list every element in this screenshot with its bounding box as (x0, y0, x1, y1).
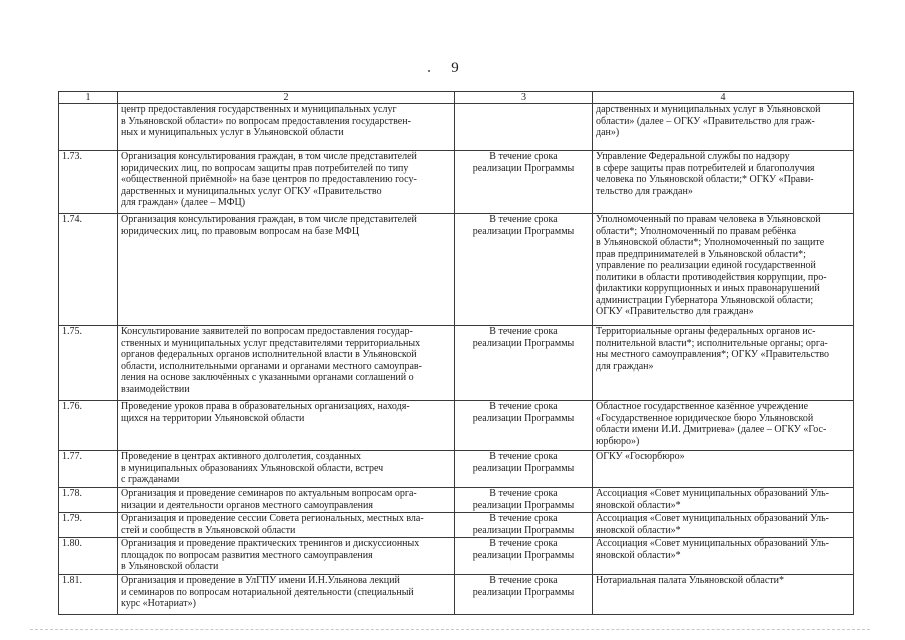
row-term: В течение срока реализации Программы (455, 488, 593, 513)
row-term: В течение срока реализации Программы (455, 214, 593, 326)
row-action: Организация и проведение сессии Совета региональных, местных вла- стей и сообществ в Ульяновской области (118, 513, 455, 538)
row-term: В течение срока реализации Программы (455, 513, 593, 538)
table-row (59, 214, 854, 326)
row-action: Проведение уроков права в образовательных организациях, находя- щихся на территории Ульяновской области (118, 401, 455, 451)
table-header-row (59, 92, 854, 104)
row-executor: Территориальные органы федеральных органов ис- полнительной власти*; исполнительные органы; орга- ны местного самоуправления*; ОГКУ «Правительство для граждан» (593, 326, 854, 401)
row-term: В течение срока реализации Программы (455, 451, 593, 488)
row-action: Организация и проведение практических тренингов и дискуссионных площадок по вопросам развития местного самоуправления в Ульяновской области (118, 538, 455, 575)
row-executor: Управление Федеральной службы по надзору в сфере защиты прав потребителей и благополучия человека по Ульяновской области;* ОГКУ «Прави- тельство для граждан» (593, 151, 854, 214)
row-action: Проведение в центрах активного долголетия, созданных в муниципальных образованиях Ульяновской области, встреч с гражданами (118, 451, 455, 488)
table-row (59, 538, 854, 575)
row-executor: Ассоциация «Совет муниципальных образований Уль- яновской области»* (593, 513, 854, 538)
table-row (59, 513, 854, 538)
row-executor: Ассоциация «Совет муниципальных образований Уль- яновской области»* (593, 488, 854, 513)
row-term: В течение срока реализации Программы (455, 538, 593, 575)
table-row (59, 151, 854, 214)
row-number: 1.74. (59, 214, 118, 326)
row-executor: Ассоциация «Совет муниципальных образований Уль- яновской области»* (593, 538, 854, 575)
row-action: Организация консультирования граждан, в том числе представителей юридических лиц, по вопросам защиты прав потребителей по типу «общественной приёмной» на базе центров по предоставлению госу- дарственных и муниципальных услуг ОГКУ «Правительство для граждан» (далее – МФЦ) (118, 151, 455, 214)
row-number: 1.76. (59, 401, 118, 451)
row-action: центр предоставления государственных и муниципальных услуг в Ульяновской области» по вопросам предоставления государствен- ных и муниципальных услуг в Ульяновской области (118, 104, 455, 151)
row-term: В течение срока реализации Программы (455, 401, 593, 451)
header-col-1: 1 (59, 92, 118, 104)
program-measures-table (58, 91, 854, 615)
row-term: В течение срока реализации Программы (455, 326, 593, 401)
row-executor: Областное государственное казённое учреждение «Государственное юридическое бюро Ульяновской области имени И.И. Дмитриева» (далее – ОГКУ «Гос- юрбюро») (593, 401, 854, 451)
row-number (59, 104, 118, 151)
row-action: Организация и проведение в УлГПУ имени И.Н.Ульянова лекций и семинаров по вопросам нотариальной деятельности (специальный курс «Нотариат») (118, 575, 455, 615)
table-row (59, 401, 854, 451)
row-number: 1.78. (59, 488, 118, 513)
table-row (59, 488, 854, 513)
row-executor: ОГКУ «Госюрбюро» (593, 451, 854, 488)
row-term: В течение срока реализации Программы (455, 151, 593, 214)
header-col-3: 3 (455, 92, 593, 104)
header-col-2: 2 (118, 92, 455, 104)
row-executor: Нотариальная палата Ульяновской области* (593, 575, 854, 615)
table-row (59, 326, 854, 401)
row-term (455, 104, 593, 151)
row-number: 1.75. (59, 326, 118, 401)
row-action: Организация и проведение семинаров по актуальным вопросам орга- низации и деятельности органов местного самоуправления (118, 488, 455, 513)
row-term: В течение срока реализации Программы (455, 575, 593, 615)
row-action: Консультирование заявителей по вопросам предоставления государ- ственных и муниципальных услуг представителями территориальных органов федеральных органов исполнительной власти в Ульяновской области, исполнительными органами и органами местного самоуправ- ления на основе заключённых с указанными органами соглашений о взаимодействии (118, 326, 455, 401)
row-number: 1.73. (59, 151, 118, 214)
header-col-4: 4 (593, 92, 854, 104)
row-number: 1.81. (59, 575, 118, 615)
page-bottom-edge (30, 629, 870, 630)
row-number: 1.79. (59, 513, 118, 538)
row-executor: дарственных и муниципальных услуг в Ульяновской области» (далее – ОГКУ «Правительство для граж- дан») (593, 104, 854, 151)
row-number: 1.80. (59, 538, 118, 575)
scan-artifact-dot (428, 70, 430, 72)
row-executor: Уполномоченный по правам человека в Ульяновской области*; Уполномоченный по правам ребёнка в Ульяновской области*; Уполномоченный по защите прав предпринимателей в Ульяновской области*; управление по реализации единой государственной политики в области противодействия коррупции, про- филактики коррупционных и иных правонарушений администрации Губернатора Ульяновской области; ОГКУ «Правительство для граждан» (593, 214, 854, 326)
table-row (59, 104, 854, 151)
row-number: 1.77. (59, 451, 118, 488)
page-number: 9 (451, 60, 459, 76)
table-row (59, 451, 854, 488)
row-action: Организация консультирования граждан, в том числе представителей юридических лиц, по правовым вопросам на базе МФЦ (118, 214, 455, 326)
table-row (59, 575, 854, 615)
